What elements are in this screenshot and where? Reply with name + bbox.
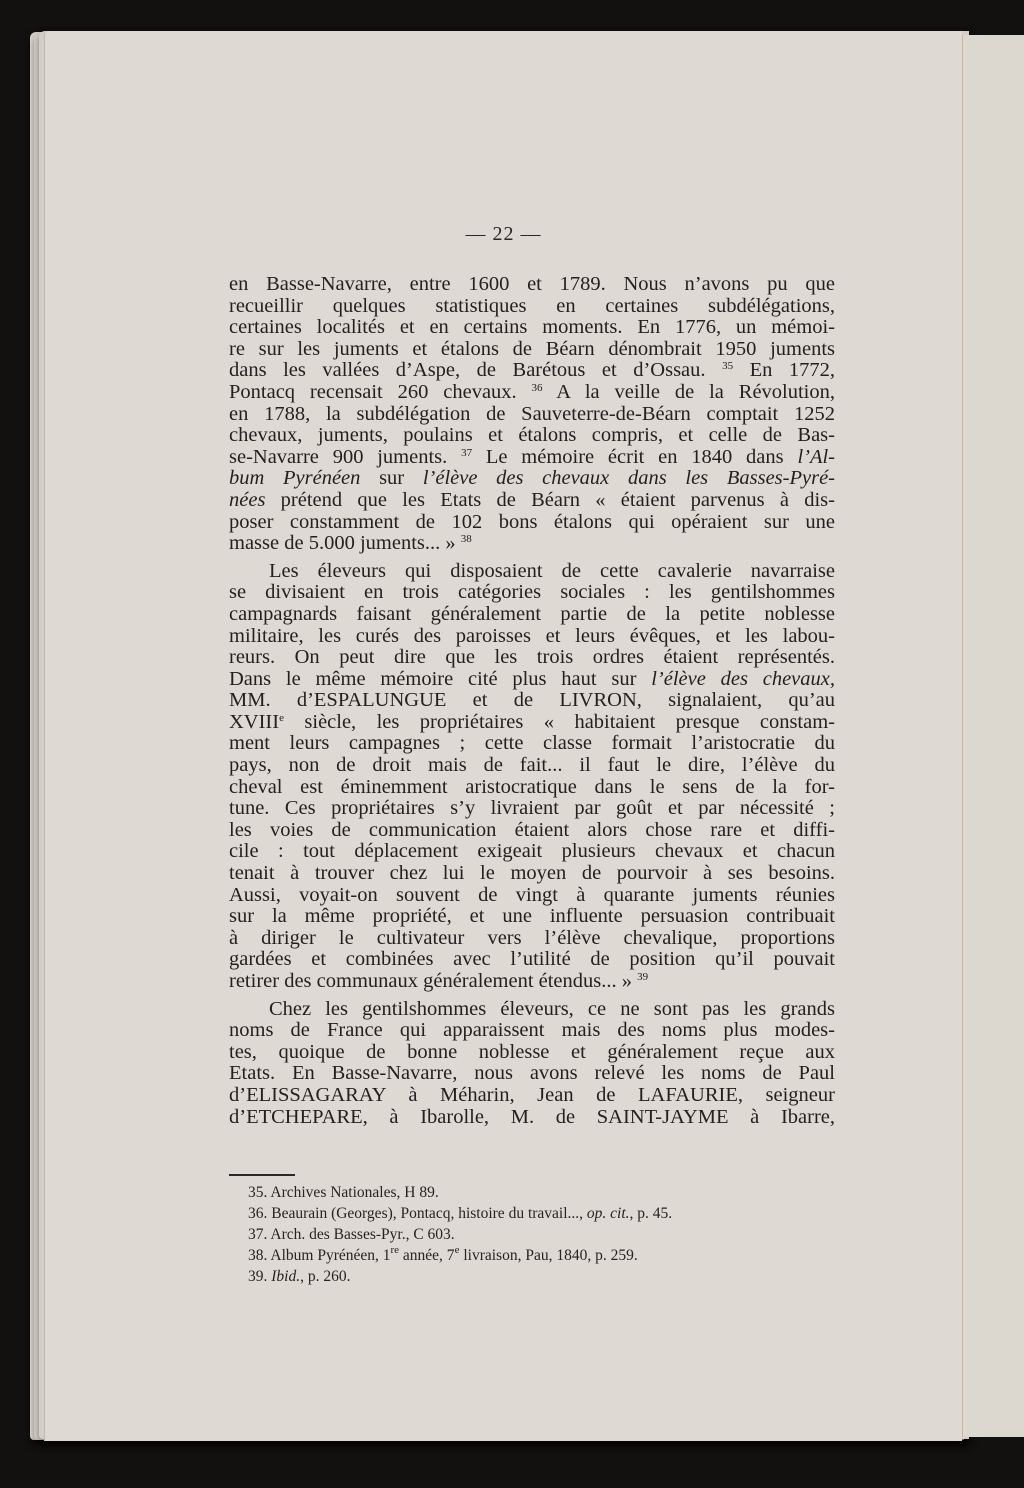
text-line: Les éleveurs qui disposaient de cette cavalerie navarraise [269,559,835,582]
text-line: chevaux, juments, poulains et étalons compris, et celle de Bas- [229,424,835,447]
text-line: cheval est éminemment aristocratique dans le sens de la for- [229,775,835,798]
text-line: noms de France qui apparaissent mais des noms plus modes- [229,1019,835,1042]
page-number: — 22 — [465,223,542,245]
text-line: se divisaient en trois catégories sociales : les gentilshommes [229,581,835,604]
text-line: militaire, les curés des paroisses et leurs évêques, et les labou- [229,624,835,647]
text-line: nées prétend que les Etats de Béarn « étaient parvenus à dis- [229,488,835,511]
text-line: bum Pyrénéen sur l’élève des chevaux dans les Basses-Pyré- [229,467,835,490]
text-line: tes, quoique de bonne noblesse et généralement reçue aux [229,1040,835,1063]
body-text [229,274,835,1134]
text-line: Chez les gentilshommes éleveurs, ce ne sont pas les grands [269,997,835,1020]
text-line: ment leurs campagnes ; cette classe formait l’aristocratie du [229,732,835,755]
text-line: poser constamment de 102 bons étalons qui opéraient sur une [229,510,835,533]
text-line: les voies de communication étaient alors chose rare et diffi- [229,818,835,841]
text-line: campagnards faisant généralement partie de la petite noblesse [229,602,835,625]
text-line: Aussi, voyait-on souvent de vingt à quarante juments réunies [229,883,835,906]
text-line: d’ELISSAGARAY à Méharin, Jean de LAFAURIE, seigneur [229,1083,835,1106]
text-line: tune. Ces propriétaires s’y livraient par goût et par nécessité ; [229,797,835,820]
text-line: en Basse-Navarre, entre 1600 et 1789. Nous n’avons pu que [229,273,835,295]
text-line: se-Navarre 900 juments. $^{37}$ Le mémoire écrit en 1840 dans l’Al- [229,445,836,468]
text-line: masse de 5.000 juments... » $^{38}$ [229,532,472,555]
text-line: certaines localités et en certains moments. En 1776, un mémoi- [229,316,835,339]
footnote-36: 36. Beaurain (Georges), Pontacq, histoire du travail..., op. cit., p. 45. [248,1205,673,1222]
text-line: sur la même propriété, et une influente persuasion contribuait [229,905,835,928]
footnotes [248,1182,848,1287]
text-line: tenait à trouver chez lui le moyen de pourvoir à ses besoins. [229,862,835,885]
text-line: d’ETCHEPARE, à Ibarolle, M. de SAINT-JAYME à Ibarre, [229,1105,835,1128]
text-line: dans les vallées d’Aspe, de Barétous et d’Ossau. $^{35}$ En 1772, [229,359,835,382]
text-line: Etats. En Basse-Navarre, nous avons relevé les noms de Paul [229,1062,835,1085]
text-line: retirer des communaux généralement étendus... » $^{39}$ [229,970,649,992]
text-line: cile : tout déplacement exigeait plusieurs chevaux et chacun [229,840,835,863]
footnote-37: 37. Arch. des Basses-Pyr., C 603. [248,1226,455,1243]
paragraph-3 [229,999,835,1129]
paragraph-2 [229,561,835,993]
footnote-ref: 38 [460,533,472,546]
text-line: à diriger le cultivateur vers l’élève chevalique, proportions [229,926,835,949]
superscript: e [279,711,284,724]
footnote-35: 35. Archives Nationales, H 89. [248,1184,439,1201]
book-page [44,31,962,1441]
footnote-ref: 37 [461,446,473,459]
paragraph-1 [229,274,835,555]
footnote-ref: 39 [637,971,649,983]
text-line: en 1788, la subdélégation de Sauveterre-de-Béarn comptait 1252 [229,402,835,425]
text-line: recueillir quelques statistiques en certaines subdélégations, [229,294,835,317]
footnote-ref: 36 [531,381,543,394]
text-line: Dans le même mémoire cité plus haut sur l’élève des chevaux, [229,667,835,690]
footnote-38: 38. Album Pyrénéen, 1re année, 7e livraison, Pau, 1840, p. 259. [248,1244,638,1264]
footnote-39: 39. Ibid., p. 260. [248,1268,351,1285]
text-line: reurs. On peut dire que les trois ordres étaient représentés. [229,646,835,669]
facing-page-edge [962,35,1024,1437]
text-line: re sur les juments et étalons de Béarn dénombrait 1950 juments [229,337,835,360]
text-line: MM. d’ESPALUNGUE et de LIVRON, signalaient, qu’au [229,689,835,712]
footnote-ref: 35 [722,360,734,373]
text-line: XVIIIe siècle, les propriétaires « habitaient presque constam- [229,710,835,733]
footnote-separator [229,1174,295,1176]
text-line: gardées et combinées avec l’utilité de position qu’il pouvait [229,948,835,971]
text-line: Pontacq recensait 260 chevaux. $^{36}$ A la veille de la Révolution, [229,380,836,403]
text-line: pays, non de droit mais de fait... il faut le dire, l’élève du [229,754,835,777]
